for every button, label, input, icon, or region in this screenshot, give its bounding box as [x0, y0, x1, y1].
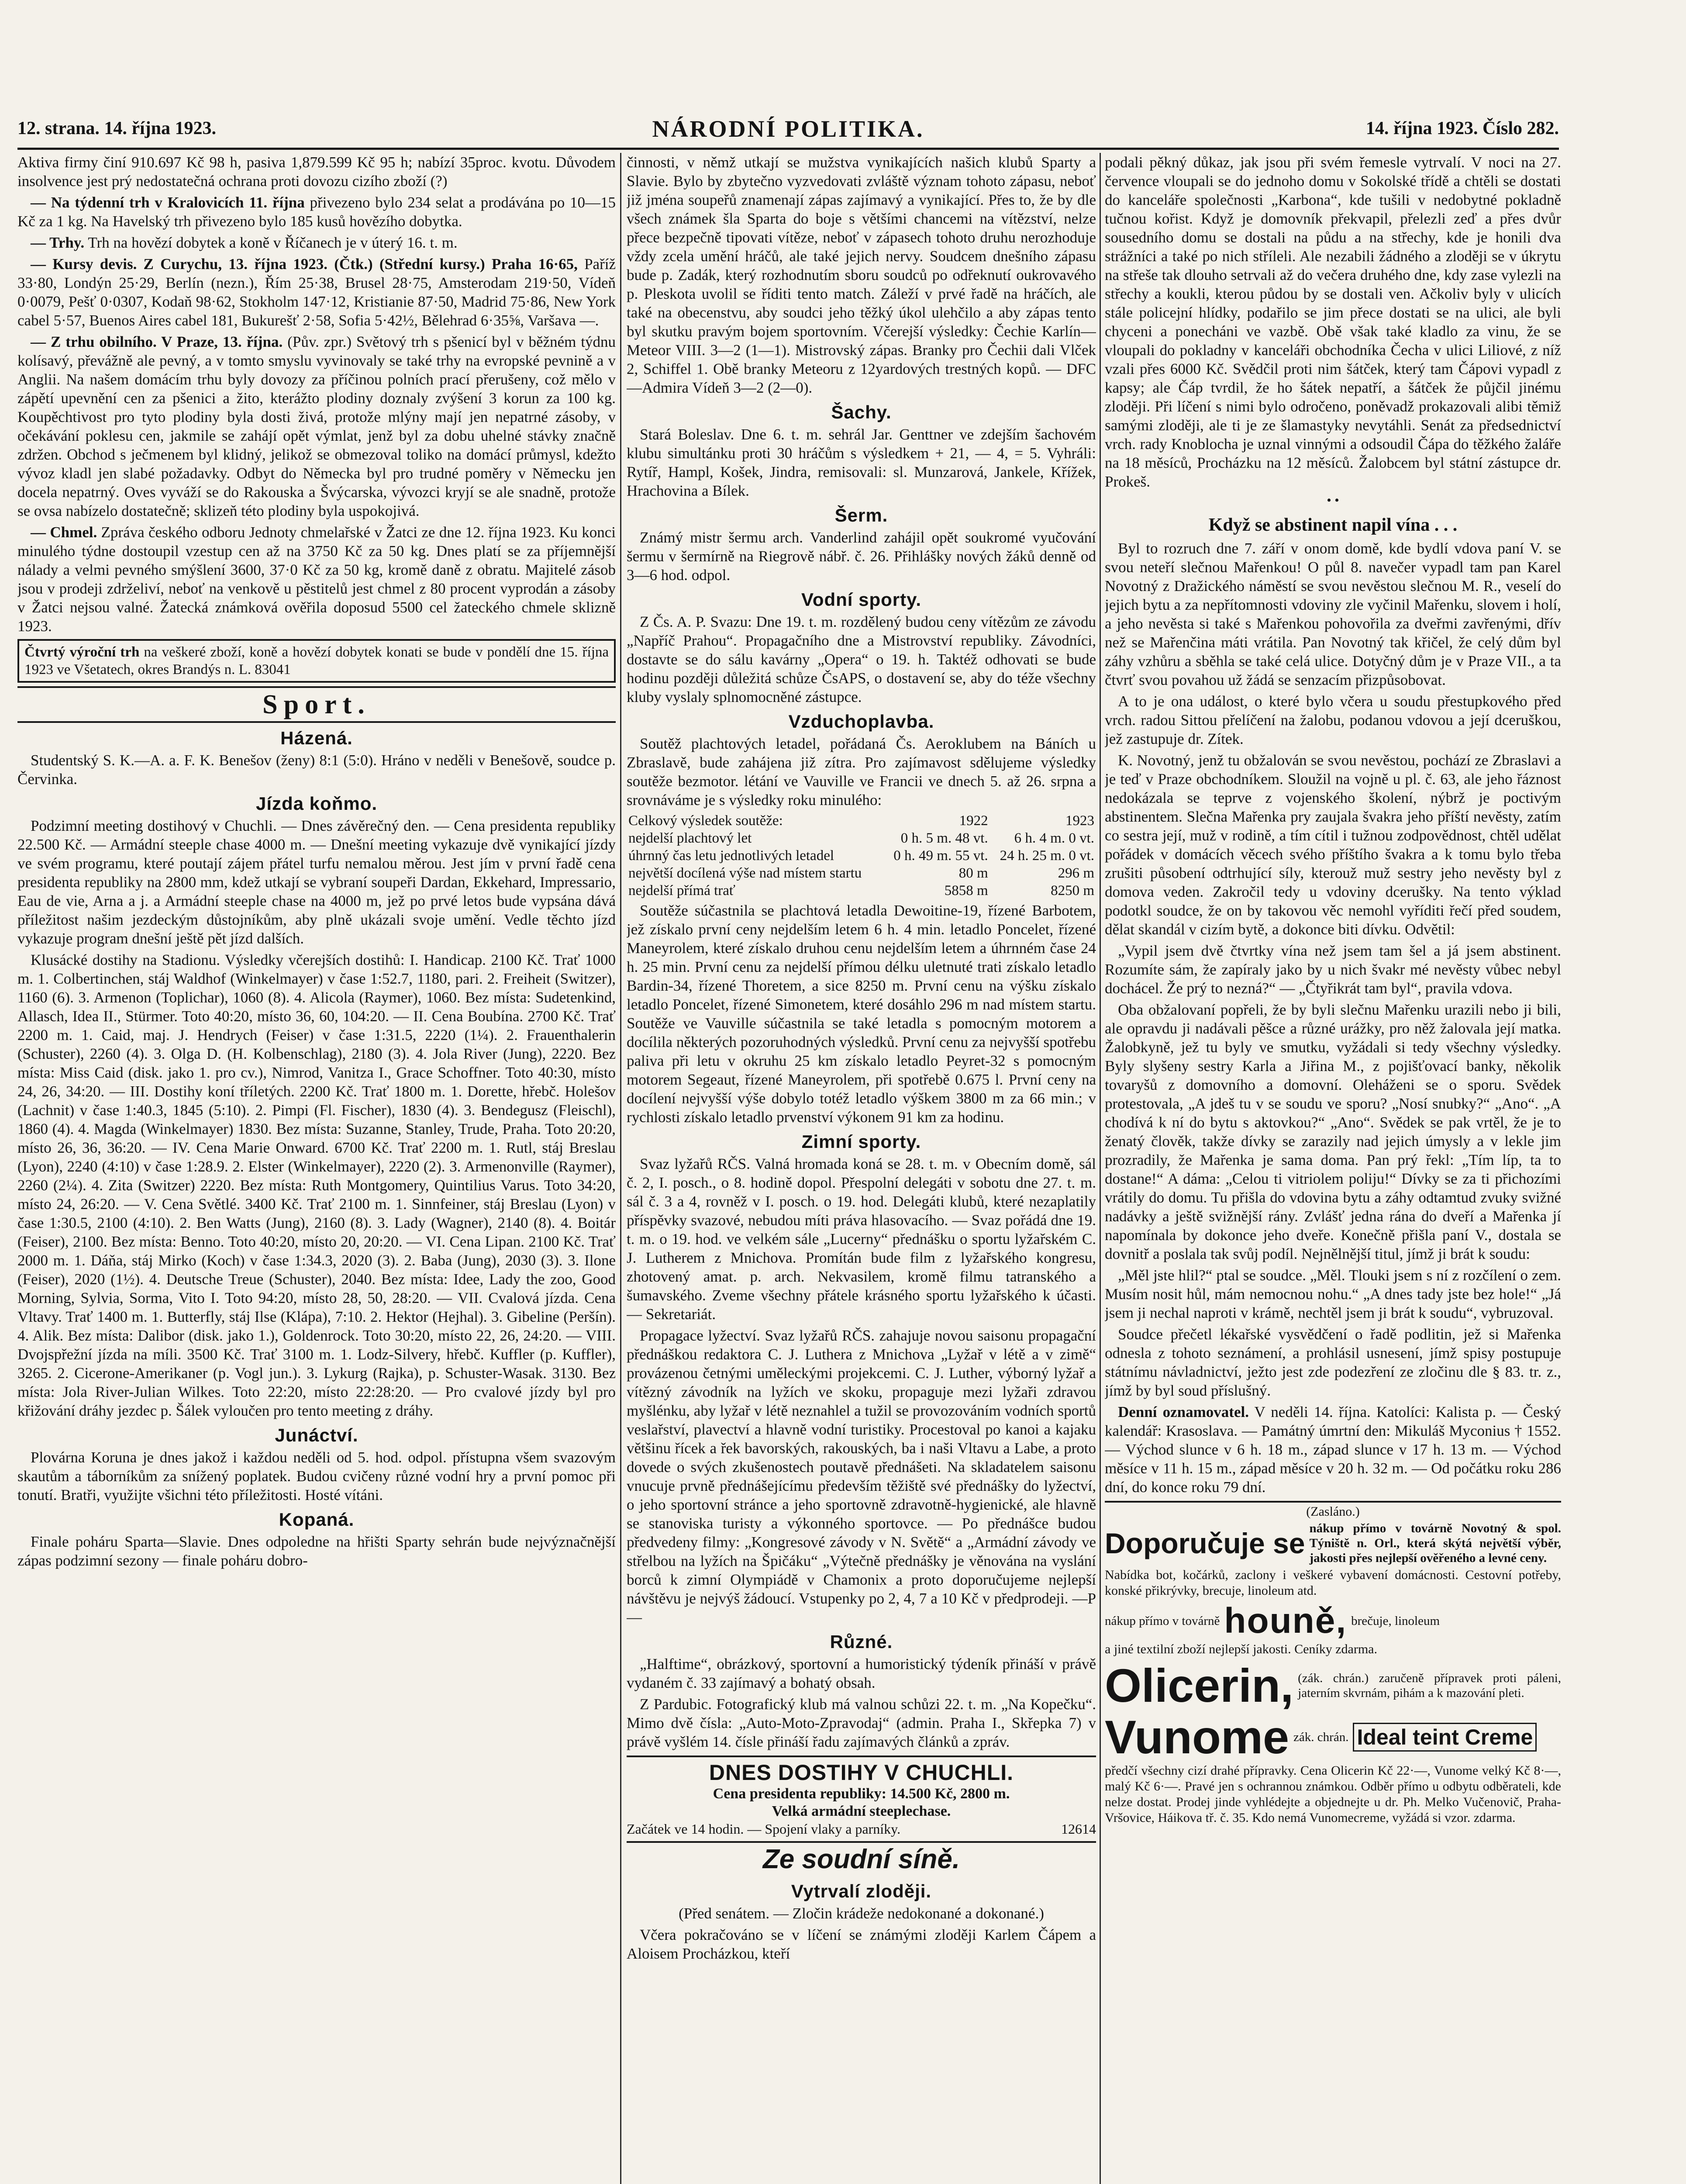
paragraph: Studentský S. K.—A. a. F. K. Benešov (ženy) 8:1 (5:0). Hráno v neděli v Benešově, soudce p. Červinka.: [17, 752, 616, 788]
subsection-junacti: Junáctví.: [275, 1425, 359, 1445]
item-lead: Denní oznamovatel.: [1118, 1403, 1249, 1420]
paragraph: Finale poháru Sparta—Slavie. Dnes odpoledne na hřišti Sparty sehrán bude nejvýznačnější zápas podzimní sezony — finale poháru dobro-: [17, 1533, 616, 1569]
table-row: největší docílená výše nad místem startu 80 m 296 m: [628, 865, 1094, 881]
races-headline: DNES DOSTIHY V CHUCHLI.: [709, 1760, 1014, 1785]
ad-tag: (Zasláno.): [1306, 1504, 1360, 1519]
subsection-vzduchoplavba: Vzduchoplavba.: [788, 711, 934, 732]
paragraph: Podzimní meeting dostihový v Chuchli. — Dnes závěrečný den. — Cena presidenta republiky 22.500 Kč. — Armádní steeple chase 4000 m. — Dnešní meeting vykazuje dvě vynikající jízdy ve svém programu, které poutají zájem přátel turfu nemalou měrou. Jest jím v první řadě cena presidenta republiky na 2800 mm, kdež utkají se vybraní soupeři Dardan, Ekkehard, Impressario, Eau de vie, Arna a j. a Armádní steeple chase na 4000 m, jež po prvé letos bude vypsána dává příležitost našim jezdeckým důstojníkům, aby plně ukázali svoje umění. Vedle těchto jízd vykazuje program dnešní ještě pět jízd dalších.: [17, 817, 616, 947]
ad-brand-olicerin: Olicerin,: [1105, 1659, 1294, 1712]
item-lead: — Kursy devis. Z Curychu, 13. října 1923. (Čtk.) (Střední kursy.) Praha 16·65,: [31, 256, 578, 273]
ad-brand: houně,: [1224, 1601, 1347, 1641]
ad-side-text: (zák. chrán.) zaručeně přípravek proti páleni, jaterním skvrnám, pihám a k mazování pleti.: [1298, 1671, 1561, 1700]
ad-side-text: zák. chrán.: [1293, 1730, 1349, 1744]
paragraph: činnosti, v němž utkají se mužstva vynikajících našich klubů Sparty a Slavie. Bylo by zbytečno vyzvedovati zvláště význam tohoto zápasu, neboť již jména soupeřů znamenají zápas zajímavý a vynikající. Přes to, že by dle všech známek šla Sparta do boje s většími chancemi na vítězství, nelze přece bezpečně tipovati vítěze, neboť v zápasech tohoto druhu nerozhoduje vždy zcela umění hráčů, ale také jejich nervy. Soudcem dnešního zápasu bude p. Zadák, který rozhodnutím sboru soudců po odřeknutí oukrovavého p. Pleskota uvolil se říditi tento match. Záleží v prvé řadě na hráčích, ale také na obecenstvu, aby soudci jeho těžký úkol ulehčilo a aby zápas tento byl skutku pravým bojem sportovním. Včerejší výsledky: Čechie Karlín—Meteor VIII. 3—2 (1—1). Mistrovský zápas. Branky pro Čechii dali Vlček 2, Schiffel 1. Obě branky Meteoru z 12yardových trestných kopů. — DFC—Admira Vídeň 3—2 (2—0).: [627, 154, 1096, 396]
article-title-wine: Když se abstinent napil vína . . .: [1208, 515, 1458, 535]
ad-brand-vunome: Vunome: [1105, 1711, 1289, 1763]
subsection-kopana: Kopaná.: [279, 1509, 355, 1530]
subsection-hazena: Házená.: [280, 728, 353, 748]
newspaper-title: NÁRODNÍ POLITIKA.: [652, 116, 924, 142]
paragraph: Svaz lyžařů RČS. Valná hromada koná se 28. t. m. v Obecním domě, sál č. 2, I. posch., o 8. hodině dopol. Přespolní delegáti v sobotu dne 27. t. m. sál č. 3 a 4, rovněž v I. posch. o 19. hod. Delegáti klubů, které nezaplatily příspěvky svazové, nebudou míti práva hlasovacího. — Svaz pořádá dne 19. t. m. o 19. hod. ve velkém sále „Lucerny“ přednášku o sportu lyžařském C. J. Lutherem z Mnichova. Promítán bude film z lyžařského kongresu, zhotovený amat. p. arch. Nekvasilem, kromě filmu tatranského a šumavského. Zveme všechny přátele krásného sportu lyžařského k účasti. — Sekretariát.: [627, 1155, 1096, 1323]
notice-text: Čtvrtý výroční trh: [24, 644, 140, 660]
paragraph: Aktiva firmy činí 910.697 Kč 98 h, pasiva 1,879.599 Kč 95 h; nabízí 35proc. kvotu. Důvodem insolvence jest prý nedostatečná ochrana proti dovozu cizího zboží (?): [17, 154, 616, 190]
ad-headline: Doporučuje se: [1105, 1527, 1305, 1559]
item-lead: — Z trhu obilního. V Praze, 13. října.: [31, 333, 283, 350]
paragraph: Známý mistr šermu arch. Vanderlind zahájil opět soukromé vyučování šermu v šermírně na Riegrově nábř. č. 26. Přihlášky nových žáků denně od 3—6 hod. odpol.: [627, 529, 1096, 584]
ad-footer: předčí všechny cizí drahé přípravky. Cena Olicerin Kč 22·—, Vunome velký Kč 8·—, malý Kč 6·—. Pravé jen s ochrannou známkou. Odběr přímo u odbytu odběrateli, kde nelze dostat. Prodej jinde vyhlédejte a objednejte u dr. Ph. Melko Vučenovič, Praha-Vršovice, Háikova tř. č. 35. Kdo nemá Vunomecreme, vyžádá si vzor. zdarma.: [1105, 1763, 1561, 1825]
paragraph: Byl to rozruch dne 7. září v onom domě, kde bydlí vdova paní V. se svou neteří slečnou Mařenkou! O půl 8. navečer vypadl tam pan Karel Novotný z Dražického náměstí se svou nevěstou slečnou M. R., veselí do jejich bytu a za nepřítomnosti vdoviny zle vyčinil Mařenku, slovem i holí, a jeho nevěsta si také s Mařenkou pohovořila za dveřmi zavřenými, dřív než se Mařenčina máti vrátila. Pan Novotný tak křičel, že celý dům byl záhy vzhůru a sběhla se také celá ulice. Dotyčný dům je v Praze VII., a ta čtvrť svou povahou už žádá se senzacím přizpůsobovat.: [1105, 540, 1561, 688]
ad-side-text: nákup přímo v továrně: [1105, 1614, 1220, 1628]
subsection-serm: Šerm.: [834, 505, 888, 525]
paragraph: Propagace lyžectví. Svaz lyžařů RČS. zahajuje novou saisonu propagační přednáškou redaktora C. J. Luthera z Mnichova „Lyžař v létě a v zimě“ provázenou četnými uměleckými projekcemi. C. J. Luther, výborný lyžař a vítězný závodník na lyžích ve skoku, propaguje mezi lyžaři zdravou myšlénku, aby lyžař v létě neznahlel a tužil se provozováním vodních sportů veslařství, plavectví a hlavně vodní turistiky. Procestoval po kanoi a kajaku většinu řícek a řek bavorských, rakouských, ba i naši Vltavu a Labe, a proto dovede o svých zkušenostech poutavě přednášeti. Na skladatelem saisonu vnucuje prvně přednášejícímu především těžiště své přednášky do lyžectví, o jeho sportovní stránce a jeho sportovně zdravotně-hygienické, ale hlavně se stanoviska turisty a výkonného sportovce. — Po přednášce budou předvedeny filmy: „Kongresové závody v N. Světě“ a „Armádní závody ve střelbou na lyžích na Špičáku“ „Výtečně přednášky je věnována na vyslání borců k zimní Olympiádě v Chamonix a proto doporučujeme nejlepší návštěvu je nejvýš žádoucí. Vstupenky po 2, 4, 7 a 10 Kč v předprodeji. —P—: [627, 1327, 1096, 1626]
paragraph: Klusácké dostihy na Stadionu. Výsledky včerejších dostihů: I. Handicap. 2100 Kč. Trať 1000 m. 1. Colbertinchen, stáj Waldhof (Winkelmayer) v čase 1:52.7, 1180, pari. 2. Freiheit (Switzer), 1160 (6). 3. Armenon (Toplichar), 1060 (8). 4. Alicola (Raymer), 1060. Bez místa: Sudetenkind, Allasch, Idea II., Stürmer. Toto 40:20, místo 36, 60, 104:20. — II. Cena Boubína. 2700 Kč. Trať 2200 m. 1. Caid, maj. J. Hendrych (Feiser) v čase 1:31.5, 2220 (1¼). 2. Frauenthalerin (Schuster), 2260 (4). 3. Olga D. (H. Kolbenschlag), 2180 (3). 4. Jola River (Jung), 2220. Bez místa: Miss Caid (disk. jako 1. pro cv.), Nimrod, Vanitza I., Grace Schoffner. Toto 40:30, místo 24, 26, 34:20. — III. Dostihy koní tříletých. 2200 Kč. Trať 1800 m. 1. Dorette, hřebč. Holešov (Lachnit) v čase 1:40.3, 1845 (5:10). 2. Pimpi (Fl. Fischer), 1830 (4). 3. Bendegusz (Fleischl), 1860 (4). 4. Magda (Winkelmayer) 1830. Bez místa: Suzanne, Stanley, Trude, Praha. Toto 20:20, místo 26, 36, 36:20. — IV. Cena Marie Onward. 6700 Kč. Trať 2200 m. 1. Rutl, stáj Breslau (Lyon), 2240 (4:10) v čase 1:28.9. 2. Elster (Winkelmayer), 2220 (2). 3. Armenonville (Raymer), 2260 (2¼). 4. Zita (Switzer) 2220. Bez místa: Ruth Montgomery, Quintilius Varus. Toto 34:20, místo 24, 26:20. — V. Cena Světlé. 3400 Kč. Trať 2100 m. 1. Sinnfeiner, stáj Breslau (Lyon) v čase 1:30.5, 2100 (4:10). 2. Ben Watts (Jung), 2160 (8). 3. Lady (Wagner), 2140 (8). 4. Boitár (Feiser), 2100. Bez místa: Benno. Toto 40:20, místo 20, 20:20. — VI. Cena Lipan. 2100 Kč. Trať 2000 m. 1. Dáňa, stáj Mirko (Koch) v čase 1:34.3, 2020 (3). 2. Baba (Jung), 2030 (3). 3. Ilone (Feiser), 2020 (1½). 4. Deutsche Treue (Schuster), 2040. Bez místa: Idee, Lady the zoo, Good Morning, Sylvia, Sorma, Vito I. Toto 94:20, místo 28, 50, 28:20. — VII. Cvalová jízda. Cena Vltavy. Trať 1400 m. 1. Butterfly, stáj Ilse (Klápa), 7:10. 2. Hektor (Hejhal). 3. Gibeline (Peršín). 4. Alik. Bez místa: Dalibor (disk. jako 1.), Goldenrock. Toto 30:20, místo 22, 26, 24:20. — VIII. Dvojspřežní jízda na míli. 3500 Kč. Trať 3100 m. 1. Lodz-Silvery, hřebč. Kuffler (p. Kuffler), 3265. 2. Cicerone-Amerikaner (p. Vogl jun.). 3. Lykurg (Rajka), p. Schuster-Wasak. 3130. Bez místa: Jola River-Julian Wilkes. Toto 22:20, místo 22:28:20. — Pro cvalové jízdy byl pro křižování dráhy jezdec p. Šálek vyloučen pro tento meeting z dráhy.: [17, 951, 616, 1419]
ad-company: nákup přímo v továrně Novotný & spol. Týniště n. Orl., která skýtá největší výběr, jakosti přes nejlepší ověřeného a levné ceny.: [1309, 1521, 1561, 1565]
paragraph: Soutěž plachtových letadel, pořádaná Čs. Aeroklubem na Báních u Zbraslavě, bude zahájena již zítra. Pro zajímavost sdělujeme výsledky soutěže bezmotor. létání ve Vauville ve Francii ve dnech 5. až 26. srpna a srovnáváme je s výsledky roku minulého:: [627, 735, 1096, 809]
item-lead: — Na týdenní trh v Kralovicích 11. října: [31, 194, 305, 211]
column-2: [627, 153, 1096, 2184]
section-title-sport: Sport.: [17, 686, 616, 723]
issue-info: 14. října 1923. Číslo 282.: [1365, 118, 1559, 138]
paragraph: — Z trhu obilního. V Praze, 13. října. (Pův. zpr.) Světový trh s pšenicí byl v běžném týdnu kolísavý, převážně ale pevný, a v tomto smyslu vyvinovaly se také trhy na evropské pevnině a v Anglii. Na našem domácím trhu byly dovozy za příčinou polních prací přerušeny, což mělo v zápětí upevnění cen za pšenici a žito, kterážto plodiny doznaly zvýšení 3 korun za 100 kg. Koupěchtivost pro tyto plodiny byla dosti živá, protože mlýny mají jen nepatrné zásoby, v očekávání poklesu cen, jakmile se zahájí opět výmlat, jenž byl za dobu uhelné stávky značně zdržen. Obchod s ječmenem byl klidný, jelikož se obmezoval toliko na domácí průmysl, kdežto vývoz kladl jen slabé požadavky. Odbyt do Německa byl pro trudné poměry v Německu jen docela nepatrný. Oves vyváží se do Rakouska a Švýcarska, vývozci kryjí se ale snadně, protože se ovsa nabízelo dostatečně; sklizeň této plodiny byla uspokojivá.: [17, 333, 616, 519]
paragraph: Stará Boleslav. Dne 6. t. m. sehrál Jar. Genttner ve zdejším šachovém klubu simultánku proti 30 hráčům s výsledkem + 21, — 4, = 5. Vyhráli: Rytíř, Hampl, Košek, Jindra, remisovali: sl. Munzarová, Jankele, Křížek, Hrachovina a Bílek.: [627, 426, 1096, 499]
separator-dots: • •: [1327, 493, 1339, 508]
subsection-ruzne: Různé.: [830, 1631, 893, 1652]
column-rule: [620, 153, 621, 2184]
item-lead: — Chmel.: [31, 524, 97, 541]
paragraph: Soutěže súčastnila se plachtová letadla Dewoitine-19, řízené Barbotem, jež získalo první ceny nejdelším letem 6 h. 4 min. letadlo Poncelet, řízené Maneyrolem, které získalo druhou cenu nejdelším letem a úhrnném čase 24 h. 25 min. První cenu za nejdelší přímou délku uletnuté trati získalo letadlo Bardin-34, řízené Thoretem, a sice 8250 m. První cenu na výšku získalo letadlo Poncelet, řízené Simonetem, které dosáhlo 296 m nad místem startu. Soutěže ve Vauville súčastnila se také letadla s pomocným motorem a docílila některých pozoruhodných výsledků. První cenu za nejvyšší spotřebu paliva při letu v okruhu 25 km získalo letadlo Peyret-32 s pomocným motorem Segeaut, řízené Maneyrolem, při spotřebě 0.675 l. První ceny na docílení nejvyšší výše dobylo totéž letadlo výškem 3800 m za 66 min.; v rychlosti získalo letadlo prvenství výkonem 91 km za hodinu.: [627, 902, 1096, 1126]
ad-body: Nabídka bot, kočárků, zaclony i veškeré vybavení domácnosti. Cestovní potřeby, konské přikrývky, brecuje, linoleum atd.: [1105, 1568, 1561, 1598]
paragraph: — Na týdenní trh v Kralovicích 11. října přivezeno bylo 234 selat a prodávána po 10—15 Kč za 1 kg. Na Havelský trh přivezeno bylo 185 kusů hovězího dobytka.: [17, 194, 616, 230]
subsection-jizda: Jízda koňmo.: [255, 793, 378, 814]
ad-vunome-row: [1105, 1711, 1561, 1763]
ad-olicerin-row: [1105, 1660, 1561, 1711]
notice-box: Čtvrtý výroční trh na veškeré zboží, koně a hovězí dobytek konati se bude v pondělí dne 15. října 1923 ve Všetatech, okres Brandýs n. L. 83041: [17, 639, 616, 683]
table-row: Celkový výsledek soutěže: 1922 1923: [628, 813, 1094, 829]
paragraph: — Kursy devis. Z Curychu, 13. října 1923. (Čtk.) (Střední kursy.) Praha 16·65, Paříž 33·80, Londýn 25·29, Berlín (nezn.), Řím 25·38, Brusel 28·75, Amsterodam 219·50, Vídeň 0·0079, Pešť 0·0307, Kodaň 98·62, Stokholm 147·12, Kristianie 87·50, Madrid 75·86, New York cabel 5·57, Buenos Aires cabel 181, Bukurešť 2·58, Sofia 5·42½, Bělehrad 6·35⅝, Varšava —.: [17, 256, 616, 329]
gliding-stats-table: [627, 812, 1096, 899]
races-prize: Cena presidenta republiky: 14.500 Kč, 2800 m.: [713, 1786, 1010, 1802]
ad-side-text: brečuje, linoleum: [1351, 1614, 1440, 1628]
column-3: [1105, 153, 1561, 2184]
races-announcement: [627, 1755, 1096, 1838]
paragraph: „Měl jste hlil?“ ptal se soudce. „Měl. Tlouki jsem s ní z rozčílení o zem. Musím nosit hůl, mám nemocnou nohu.“ „A dnes tady jste bez hole!“ „Já jsem ji nechal naproti v krámě, nechtěl jsem ji brát k soudu“, vybruzoval.: [1105, 1267, 1561, 1321]
running-head: [17, 118, 1559, 149]
paragraph: Z Čs. A. P. Svazu: Dne 19. t. m. rozdělený budou ceny vítězům ze závodu „Napříč Prahou“. Propagačního dne a Mistrovství republiky. Závodníci, dostavte se do sálu kavárny „Opera“ o 19. h. Taktéž odhovati se bude hodinu později důležitá schůze ČsAPS, o dostavení se, aby do téže všechny kluby vyslaly splnomocněné zástupce.: [627, 613, 1096, 705]
advertisements: [1105, 1501, 1561, 1826]
ad-doporucuje: [1105, 1521, 1561, 1565]
column-rule: [1100, 153, 1101, 2184]
paragraph: — Chmel. Zpráva českého odboru Jednoty chmelařské v Žatci ze dne 12. října 1923. Ku konci minulého týdne dostoupil vzestup cen až na 3750 Kč za 50 kg. Dnes platí se za příjemnější nálady a velmi pevného smýšlení 3600, 37·0 Kč za 50 kg, kromě daně z obratu. Majitelé zásob jsou v prodeji zdrželiví, neboť na venkově u pěstitelů jest chmel z 80 procent vyprodán a zásoby v Žatci nejsou valné. Žatecká známková ověřila doposud 5500 cel žateckého chmele sklizně 1923.: [17, 524, 616, 635]
court-subline: (Před senátem. — Zločin krádeže nedokonané a dokonané.): [679, 1905, 1044, 1922]
table-row: úhrnný čas letu jednotlivých letadel 0 h. 49 m. 55 vt. 24 h. 25 m. 0 vt.: [628, 848, 1094, 864]
ad-body: a jiné textilní zboží nejlepší jakosti. Ceníky zdarma.: [1105, 1642, 1377, 1656]
paragraph: Oba obžalovaní popřeli, že by byli slečnu Mařenku urazili nebo ji bili, ale opravdu ji nadávali pěšce a různé urážky, pro něž žalovala její matka. Žalobkyně, jež tu byly ve smutku, vyžádali si tedy všechny výsledky. Byly slyšeny sestry Karla a Jiřina M., z pojišťovací banky, několik tovaryšů z domovního a domovní. Oleháženi se o sporu. Svědek protestovala, „A jdeš tu v se soudu ve sporu? „Nosí snubky?“ „Ano“. „A chodívá k ní do bytu s aktovkou?“ „Ano“. Svědek se pak vrtěl, že je to ženatý člověk, takže dívky se zarazily nad jejich úmysly a v lekle jim prozradily, že Mařenka je sama doma. Pan prý řekl: „Tím líp, ta to dostane!“ A dáma: „Celou ti vitriolem poliju!“ Dívky se za ti přichozími vrátily do domu. Tu přišla do vdovina bytu a záhy odtamtud zvuky svižné nadávky a ještě svižnější rány. Zvlášť jedna rána do dveří a Mařenka jí napomínala by dokonce jeho dveře. Konečně přišla paní V., dostala se dovnitř a poslala tak svůj podíl. Nejnělnější titul, jímž ji brát k soudu:: [1105, 1001, 1561, 1262]
paragraph: Z Pardubic. Fotografický klub má valnou schůzi 22. t. m. „Na Kopečku“. Mimo dvě čísla: „Auto-Moto-Zpravodaj“ (admin. Praha I., Skřepka 7) v právě vyšlém 14. čísle přináší řadu zajímavých článků a zpráv.: [627, 1696, 1096, 1750]
subsection-vodni: Vodní sporty.: [801, 589, 922, 610]
ad-brand-ideal: Ideal teint Creme: [1353, 1723, 1537, 1752]
article-title-thieves: Vytrvalí zloději.: [791, 1881, 932, 1901]
races-steeplechase: Velká armádní steeplechase.: [772, 1803, 951, 1819]
paragraph: Plovárna Koruna je dnes jakož i každou neděli od 5. hod. odpol. přístupna všem svazovým skautům a táborníkům za snížený poplatek. Budou cvičeny různé vodní hry a první pomoc při tonutí. Bratři, využijte všichni této příležitosti. Hosté vítáni.: [17, 1449, 616, 1503]
subsection-zimni: Zimní sporty.: [801, 1131, 921, 1152]
subsection-sachy: Šachy.: [831, 402, 892, 422]
column-1: [17, 153, 616, 2184]
table-row: nejdelší plachtový let 0 h. 5 m. 48 vt. 6 h. 4 m. 0 vt.: [628, 830, 1094, 846]
item-lead: — Trhy.: [31, 234, 85, 251]
paragraph: A to je ona událost, o které bylo včera u soudu přestupkového před vrch. radou Sittou přelíčení na žalobu, podanou vdovou a její dceruškou, jež zastupuje dr. Zítek.: [1105, 693, 1561, 747]
paragraph: „Halftime“, obrázkový, sportovní a humoristický týdeník přináší v právě vydaném č. 33 zajímavý a bohatý obsah.: [627, 1655, 1096, 1691]
paragraph: podali pěkný důkaz, jak jsou při svém řemesle vytrvalí. V noci na 27. července vloupali se do jednoho domu v Sokolské třídě a chtěli se dostati do kanceláře společnosti „Karbona“, kde tušili v nedobytné pokladně tučnou kořist. Když je domovník překvapil, přelezli zeď a přes dvůr sousedního domu se dostali na půdu a na střechy, kde je honili dva strážníci a také po nich stříleli. Ale nezabili žádného a zloději se v úkrytu na střeše tak dlouho setrvali až do večera druhého dne, kdy zase vylezli na střechy a koukli, kterou půdou by se dostali ven. Ačkoliv byly v ulicích stále policejní hlídky, podařilo se jim přece dostati se na ulici, ale byli chyceni a ponecháni ve vazbě. Obě však také kladlo za vinu, že se vloupali do pokladny v kanceláři obchodníka Čecha v ulici Liliové, z níž vzali přes 6000 Kč. Svědčil proti nim šátček, který tam Čápovi vypadl z kapsy; ale Čáp tvrdil, že ho šátek nepatří, a šátček že půjčil jinému zloději. Při líčení s nimi bylo odročeno, poněvadž prokazovali alibi těmiž samými zloději, ale ti je ze šlamastyky nevytáhli. Senát za předsednictví vrch. rady Knoblocha je uznal vinnými a odsoudil Čápa do těžkého žaláře na 18 měsíců, Procházku na 12 měsíců. Žalobcem byl státní zástupce dr. Prokeš.: [1105, 154, 1561, 490]
races-footer: Začátek ve 14 hodin. — Spojení vlaky a parníky. 12614: [627, 1821, 1096, 1837]
paragraph: Denní oznamovatel. V neděli 14. října. Katolíci: Kalista p. — Český kalendář: Krasoslava. — Památný úmrtní den: Mikuláš Myconius † 1552. — Východ slunce v 6 h. 18 m., západ slunce v 17 h. 13 m. — Východ měsíce v 11 h. 15 m., západ měsíce v 20 h. 32 m. — Od počátku roku 286 dní, do konce roku 79 dní.: [1105, 1403, 1561, 1496]
ad-hounе-row: [1105, 1601, 1561, 1641]
header-rule: [17, 148, 1559, 150]
page-info: 12. strana. 14. října 1923.: [17, 118, 216, 138]
paragraph: „Vypil jsem dvě čtvrtky vína než jsem tam šel a já jsem abstinent. Rozumíte sám, že zapíraly jako by u nich švakr mé nevěsty vůbec nebyl dochácel. Že prý to nezná?“ — „Čtyřikrát tam byl“, pravila vdova.: [1105, 942, 1561, 997]
paragraph: Soudce přečetl lékařské vysvědčení o řadě podlitin, jež si Mařenka odnesla z tohoto seznámení, a prohlásil usnesení, jímž spisy postupuje státnímu návladnictví, ježto jest zde podezření ze zločinu dle § 83. tr. z., jímž by byl soud příslušný.: [1105, 1326, 1561, 1399]
section-title-court: Ze soudní síně.: [627, 1841, 1096, 1876]
paragraph: — Trhy. Trh na hovězí dobytek a koně v Říčanech je v úterý 16. t. m.: [31, 234, 458, 251]
paragraph: Včera pokračováno se v líčení se známými zloději Karlem Čápem a Aloisem Procházkou, kteří: [627, 1926, 1096, 1962]
table-row: nejdelší přímá trať 5858 m 8250 m: [628, 883, 1094, 898]
paragraph: K. Novotný, jenž tu obžalován se svou nevěstou, pochází ze Zbraslavi a je teď v Praze obchodníkem. Sloužil na vojně u pl. č. 63, ale jeho řáznost nedokázala se teprve z vojenského školení, nýbrž je poctivým abstinentem. Slečna Mařenka pry zaujala švakra jeho příští nevěsty, zatím co sestra její, muž v rodině, a tím cítil i tužnou zodpovědnost, chtěl udělat pořádek v domácích věcech svého příštího švakra a k tomu bylo třeba zrušiti působení odtrhující síly, kterouž muž sestry jeho nevěsty byl z domova veden. Zakročil tedy u vdoviny dcerušky. Na tento výklad podotkl soudce, že on by takovou věc nemohl vyříditi řečí před soudem, dělat skandál v cizím bytě, a dokonce biti dívku. Odvětil:: [1105, 752, 1561, 938]
